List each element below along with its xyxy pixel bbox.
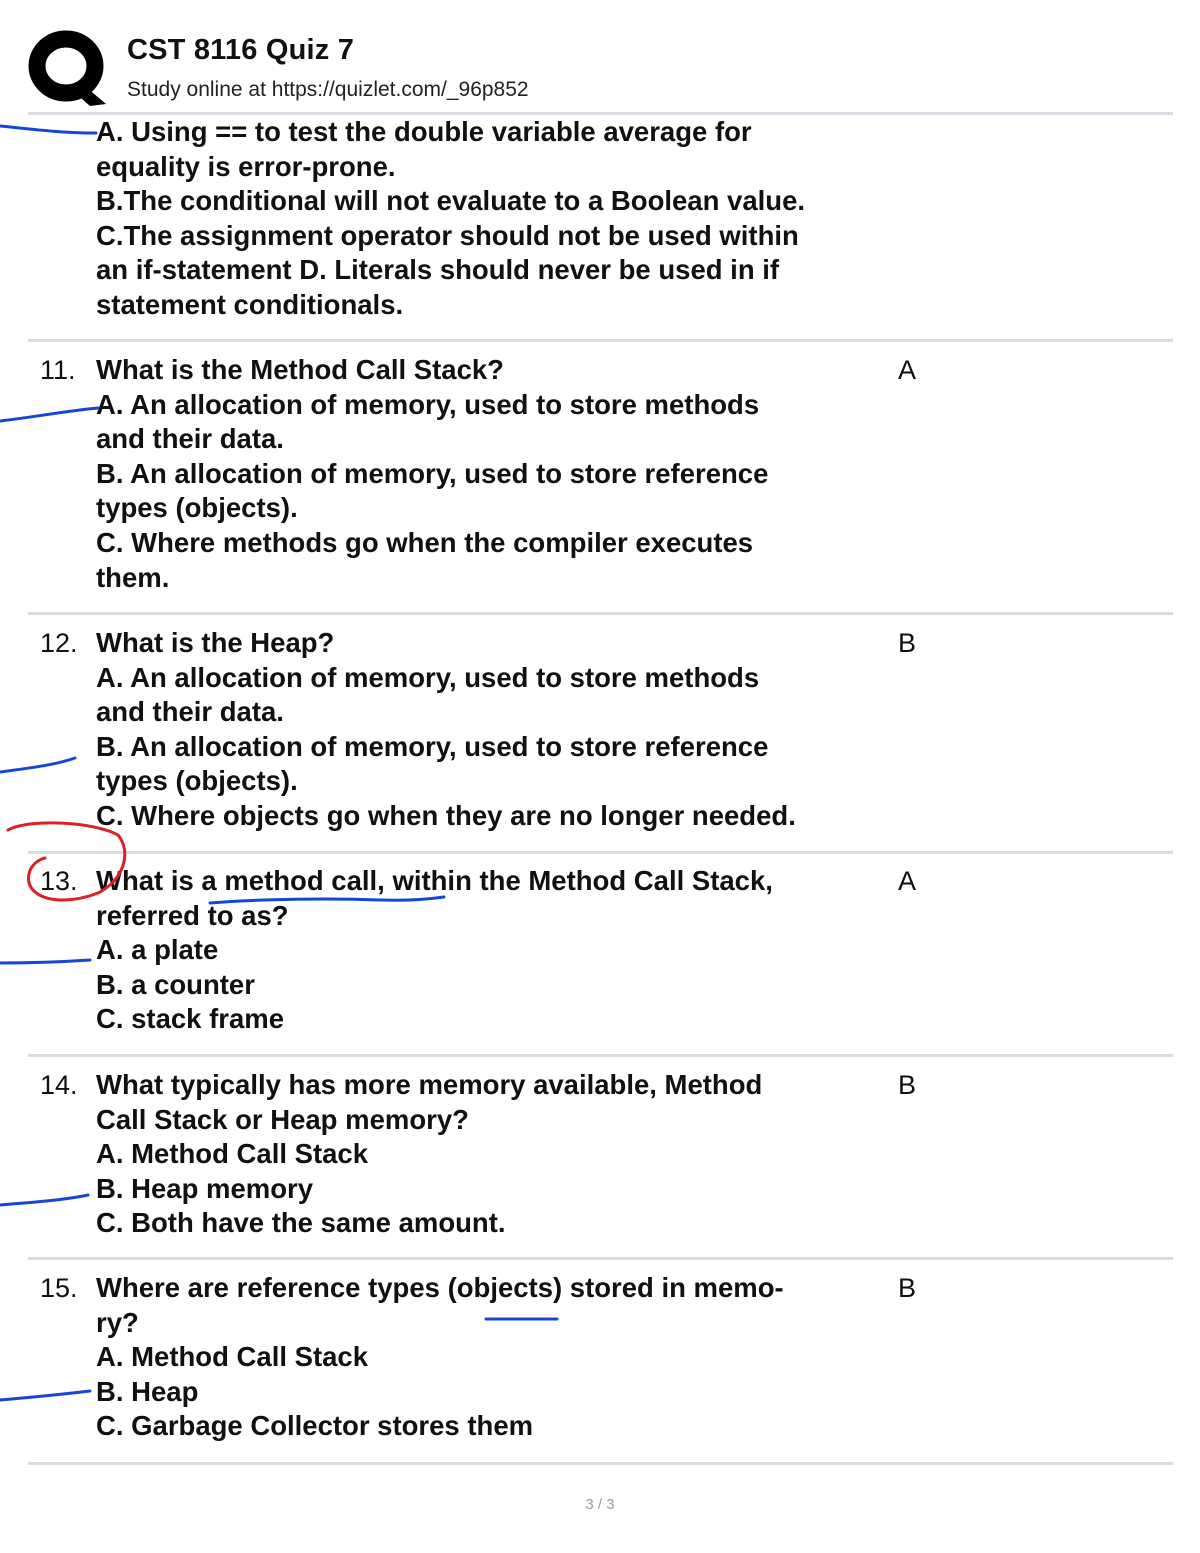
divider — [28, 1054, 1173, 1057]
question-number: 12. — [40, 628, 78, 658]
text-line: C. Where objects go when they are no longer needed. — [96, 799, 796, 831]
question-number: 15. — [40, 1273, 78, 1303]
text-line: Call Stack or Heap memory? — [96, 1103, 469, 1135]
text-line: B. An allocation of memory, used to store reference — [96, 457, 769, 489]
question-prompt: What typically has more memory available, Method — [96, 1069, 763, 1100]
text-line: and their data. — [96, 423, 284, 455]
text-line: referred to as? — [96, 899, 289, 931]
question-text — [96, 1271, 896, 1444]
text-line: statement conditionals. — [96, 288, 404, 320]
text-line: A. a plate — [96, 934, 219, 966]
question-text — [96, 1068, 896, 1241]
question-number: 13. — [40, 866, 78, 896]
question-card-15 — [28, 1271, 1173, 1446]
question-text — [96, 626, 896, 834]
text-line: ry? — [96, 1306, 139, 1338]
answer-letter: A — [898, 866, 917, 896]
text-line: B. Heap — [96, 1375, 199, 1407]
divider — [28, 851, 1173, 854]
text-line: C. Where methods go when the compiler executes — [96, 526, 754, 558]
answer-letter: A — [898, 355, 917, 385]
text-line: B. Heap memory — [96, 1172, 314, 1204]
divider — [28, 612, 1173, 615]
text-line: A. Method Call Stack — [96, 1341, 368, 1373]
text-line: an if-statement D. Literals should never be used in if — [96, 254, 780, 286]
question-text — [96, 353, 896, 595]
continued-question-text — [96, 115, 896, 323]
text-line: A. Using == to test the double variable average for — [96, 116, 752, 147]
text-line: types (objects). — [96, 765, 298, 797]
text-line: and their data. — [96, 696, 284, 728]
text-line: them. — [96, 561, 170, 593]
text-line: B.The conditional will not evaluate to a Boolean value. — [96, 185, 805, 217]
continued-question-card — [28, 115, 1173, 325]
divider — [28, 1257, 1173, 1260]
text-line: A. An allocation of memory, used to store methods — [96, 661, 760, 693]
text-line: A. An allocation of memory, used to store methods — [96, 388, 760, 420]
question-prompt: What is the Method Call Stack? — [96, 354, 504, 385]
text-line: C. Both have the same amount. — [96, 1207, 506, 1239]
question-card-13 — [28, 864, 1173, 1039]
text-line: B. An allocation of memory, used to store reference — [96, 730, 769, 762]
text-line: C. stack frame — [96, 1003, 285, 1035]
page-number: 3 / 3 — [585, 1496, 615, 1513]
question-card-12 — [28, 626, 1173, 836]
text-line: A. Method Call Stack — [96, 1138, 368, 1170]
question-text — [96, 864, 896, 1037]
text-line: equality is error-prone. — [96, 150, 396, 182]
question-card-11 — [28, 353, 1173, 598]
question-card-14 — [28, 1068, 1173, 1243]
answer-letter: B — [898, 1273, 917, 1303]
divider — [28, 1462, 1173, 1465]
document-title: CST 8116 Quiz 7 — [127, 34, 355, 66]
question-prompt: What is the Heap? — [96, 627, 335, 658]
answer-letter: B — [898, 1070, 917, 1100]
text-line: B. a counter — [96, 968, 255, 1000]
quizlet-logo-icon — [28, 30, 108, 106]
divider — [28, 339, 1173, 342]
study-online-link-text: Study online at https://quizlet.com/_96p852 — [127, 78, 529, 101]
question-number: 11. — [40, 355, 76, 385]
question-number: 14. — [40, 1070, 78, 1100]
question-prompt: Where are reference types (objects) stored in memo- — [96, 1272, 784, 1303]
text-line: C. Garbage Collector stores them — [96, 1410, 534, 1442]
text-line: C.The assignment operator should not be used within — [96, 219, 799, 251]
question-prompt: What is a method call, within the Method Call Stack, — [96, 865, 773, 896]
text-line: types (objects). — [96, 492, 298, 524]
answer-letter: B — [898, 628, 917, 658]
